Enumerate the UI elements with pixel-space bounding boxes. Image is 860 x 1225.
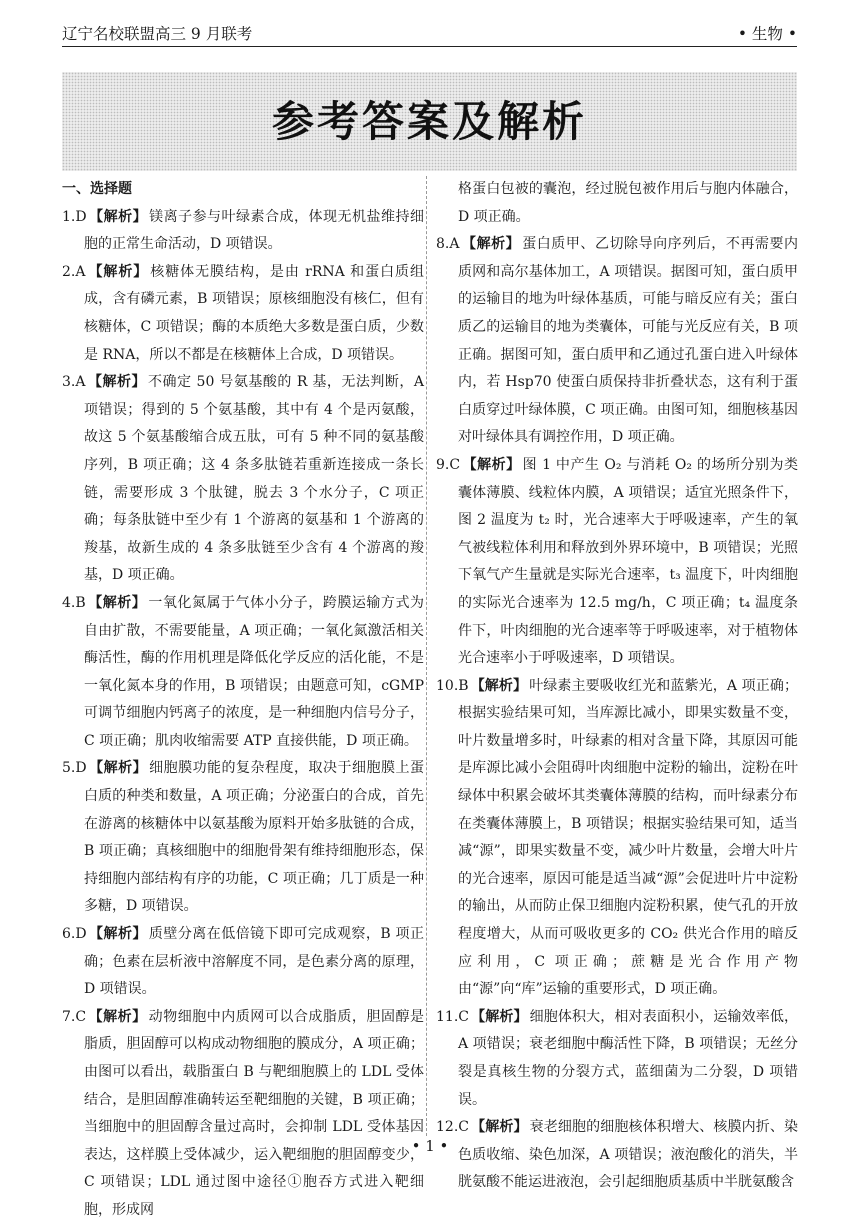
continued-text: 格蛋白包被的囊泡，经过脱包被作用后与胞内体融合，D 项正确。 (458, 181, 798, 225)
answer-choice: A (75, 374, 86, 391)
answer-choice: C (449, 456, 461, 473)
answer-number: 12. (436, 1119, 459, 1136)
analysis-tag: 【解析】 (88, 208, 148, 225)
analysis-tag: 【解析】 (470, 1119, 528, 1136)
analysis-tag: 【解析】 (87, 374, 147, 391)
answer-number: 5. (62, 760, 76, 777)
title-banner (62, 72, 797, 171)
answer-item (62, 204, 424, 259)
answer-choice: B (75, 594, 86, 611)
answer-choice: A (75, 263, 86, 280)
analysis-tag: 【解析】 (470, 677, 528, 694)
header-exam-title: 辽宁名校联盟高三 9 月联考 (62, 25, 253, 43)
answer-choice: D (75, 760, 87, 777)
answer-item (436, 673, 798, 1004)
analysis-text: 质壁分离在低倍镜下即可完成观察，B 项正确；色素在层析液中溶解度不同，是色素分离的原理，D 项错误。 (84, 926, 424, 998)
answer-number: 11. (436, 1008, 459, 1025)
header-subject: • 生物 • (737, 25, 797, 43)
answer-item (62, 1004, 424, 1225)
answer-item (62, 590, 424, 756)
answer-number: 1. (62, 208, 76, 225)
analysis-text: 镁离子参与叶绿素合成，体现无机盐维持细胞的正常生命活动，D 项错误。 (84, 208, 425, 253)
analysis-text: 核糖体无膜结构，是由 rRNA 和蛋白质组成，含有磷元素，B 项错误；原核细胞没有核仁，但有核糖体，C 项错误；酶的本质绝大多数是蛋白质，少数是 RNA，所以不都是在核糖体上合成，D 项错误。 (84, 263, 424, 363)
analysis-tag: 【解析】 (461, 236, 521, 253)
analysis-tag: 【解析】 (88, 760, 148, 777)
answer-choice: A (449, 236, 460, 253)
answer-item (62, 755, 424, 921)
left-column (62, 176, 424, 1225)
answer-number: 10. (436, 677, 459, 694)
analysis-text: 一氧化氮属于气体小分子，跨膜运输方式为自由扩散，不需要能量，A 项正确；一氧化氮激活相关酶活性，酶的作用机理是降低化学反应的活化能，不是一氧化氮本身的作用，B 项错误；由题意可知，cGMP 可调节细胞内钙离子的浓度，是一种细胞内信号分子，C 项正确；肌肉收缩需要 ATP 直接供能，D 项正确。 (84, 594, 425, 749)
answer-item (436, 1004, 798, 1114)
section-title: 一、选择题 (62, 181, 132, 197)
answer-number: 3. (62, 374, 76, 391)
answer-item (62, 259, 424, 369)
analysis-tag: 【解析】 (87, 263, 149, 280)
answer-item (62, 369, 424, 590)
analysis-tag: 【解析】 (88, 926, 147, 943)
right-column (436, 176, 798, 1197)
answer-choice: C (75, 1008, 87, 1025)
analysis-tag: 【解析】 (87, 594, 147, 611)
analysis-tag: 【解析】 (88, 1008, 147, 1025)
analysis-text: 动物细胞中内质网可以合成脂质，胆固醇是脂质，胆固醇可以构成动物细胞的膜成分，A 项正确；由图可以看出，载脂蛋白 B 与靶细胞膜上的 LDL 受体结合，是胆固醇准确转运至靶细胞的关键，B 项正确；当细胞中的胆固醇含量过高时，会抑制 LDL 受体基因表达，这样膜上受体减少，运入靶细胞的胆固醇变少，C 项错误；LDL 通过图中途径①胞吞方式进入靶细胞，形成网 (84, 1008, 425, 1218)
answer-number: 9. (436, 456, 450, 473)
analysis-text: 叶绿素主要吸收红光和蓝紫光，A 项正确；根据实验结果可知，当库源比减小，即果实数量不变，叶片数量增多时，叶绿素的相对含量下降，其原因可能是库源比减小会阻碍叶肉细胞中淀粉的输出，淀粉在叶绿体中积累会破坏其类囊体薄膜的结构，而叶绿素分布在类囊体薄膜上，B 项错误；根据实验结果可知，适当减“源”，即果实数量不变，减少叶片数量，会增大叶片的光合速率，原因可能是适当减“源”会促进叶片中淀粉的输出，从而防止保卫细胞内淀粉积累，使气孔的开放程度增大，从而可吸收更多的 CO₂ 供光合作用的暗反应利用，C 项正确；蔗糖是光合作用产物由“源”向“库”运输的重要形式，D 项正确。 (458, 677, 798, 998)
analysis-text: 细胞体积大，相对表面积小，运输效率低，A 项错误；衰老细胞中酶活性下降，B 项错误；无丝分裂是真核生物的分裂方式，蓝细菌为二分裂，D 项错误。 (458, 1008, 798, 1108)
analysis-tag: 【解析】 (462, 456, 521, 473)
answer-item (436, 452, 798, 673)
answer-number: 2. (62, 263, 76, 280)
page-header (62, 22, 797, 47)
page-number: • 1 • (411, 1137, 449, 1155)
answer-choice: D (75, 926, 87, 943)
analysis-text: 蛋白质甲、乙切除导向序列后，不再需要内质网和高尔基体加工，A 项错误。据图可知，蛋白质甲的运输目的地为叶绿体基质，可能与暗反应有关；蛋白质乙的运输目的地为类囊体，可能与光反应有关，B 项正确。据图可知，蛋白质甲和乙通过孔蛋白进入叶绿体内，若 Hsp70 使蛋白质保持非折叠状态，这有利于蛋白质穿过叶绿体膜，C 项正确。由图可知，细胞核基因对叶绿体具有调控作用，D 项正确。 (458, 236, 799, 446)
answer-choice: D (75, 208, 87, 225)
answer-choice: C (458, 1008, 469, 1025)
answer-choice: B (458, 677, 469, 694)
analysis-text: 不确定 50 号氨基酸的 R 基，无法判断，A 项错误；得到的 5 个氨基酸，其中有 4 个是丙氨酸，故这 5 个氨基酸缩合成五肽，可有 5 种不同的氨基酸序列，B 项正确；这 4 条多肽链若重新连接成一条长链，需要形成 3 个肽键，脱去 3 个水分子，C 项正确；每条肽链中至少有 1 个游离的氨基和 1 个游离的羧基，故新生成的 4 条多肽链至少含有 4 个游离的羧基，D 项正确。 (84, 374, 424, 584)
analysis-text: 衰老细胞的细胞核体积增大、核膜内折、染色质收缩、染色加深，A 项错误；液泡酸化的消失，半胱氨酸不能运进液泡，会引起细胞质基质中半胱氨酸含 (458, 1119, 798, 1191)
answer-item (436, 231, 798, 452)
answer-item (62, 921, 424, 1004)
page-title: 参考答案及解析 (271, 97, 587, 146)
column-divider (426, 176, 427, 1136)
analysis-tag: 【解析】 (470, 1008, 528, 1025)
answer-number: 4. (62, 594, 76, 611)
answer-number: 7. (62, 1008, 76, 1025)
analysis-text: 细胞膜功能的复杂程度，取决于细胞膜上蛋白质的种类和数量，A 项正确；分泌蛋白的合成，首先在游离的核糖体中以氨基酸为原料开始多肽链的合成，B 项正确；真核细胞中的细胞骨架有维持细胞形态，保持细胞内部结构有序的功能，C 项正确；几丁质是一种多糖，D 项错误。 (84, 760, 425, 915)
analysis-text: 图 1 中产生 O₂ 与消耗 O₂ 的场所分别为类囊体薄膜、线粒体内膜，A 项错误；适宜光照条件下，图 2 温度为 t₂ 时，光合速率大于呼吸速率，产生的氧气被线粒体利用和释放到外界环境中，B 项错误；光照下氧气产生量就是实际光合速率，t₃ 温度下，叶肉细胞的实际光合速率为 12.5 mg/h，C 项正确；t₄ 温度条件下，叶肉细胞的光合速率等于呼吸速率，对于植物体光合速率小于呼吸速率，D 项错误。 (458, 456, 798, 667)
answer-number: 6. (62, 926, 76, 943)
answer-choice: C (458, 1119, 469, 1136)
answer-number: 8. (436, 236, 450, 253)
